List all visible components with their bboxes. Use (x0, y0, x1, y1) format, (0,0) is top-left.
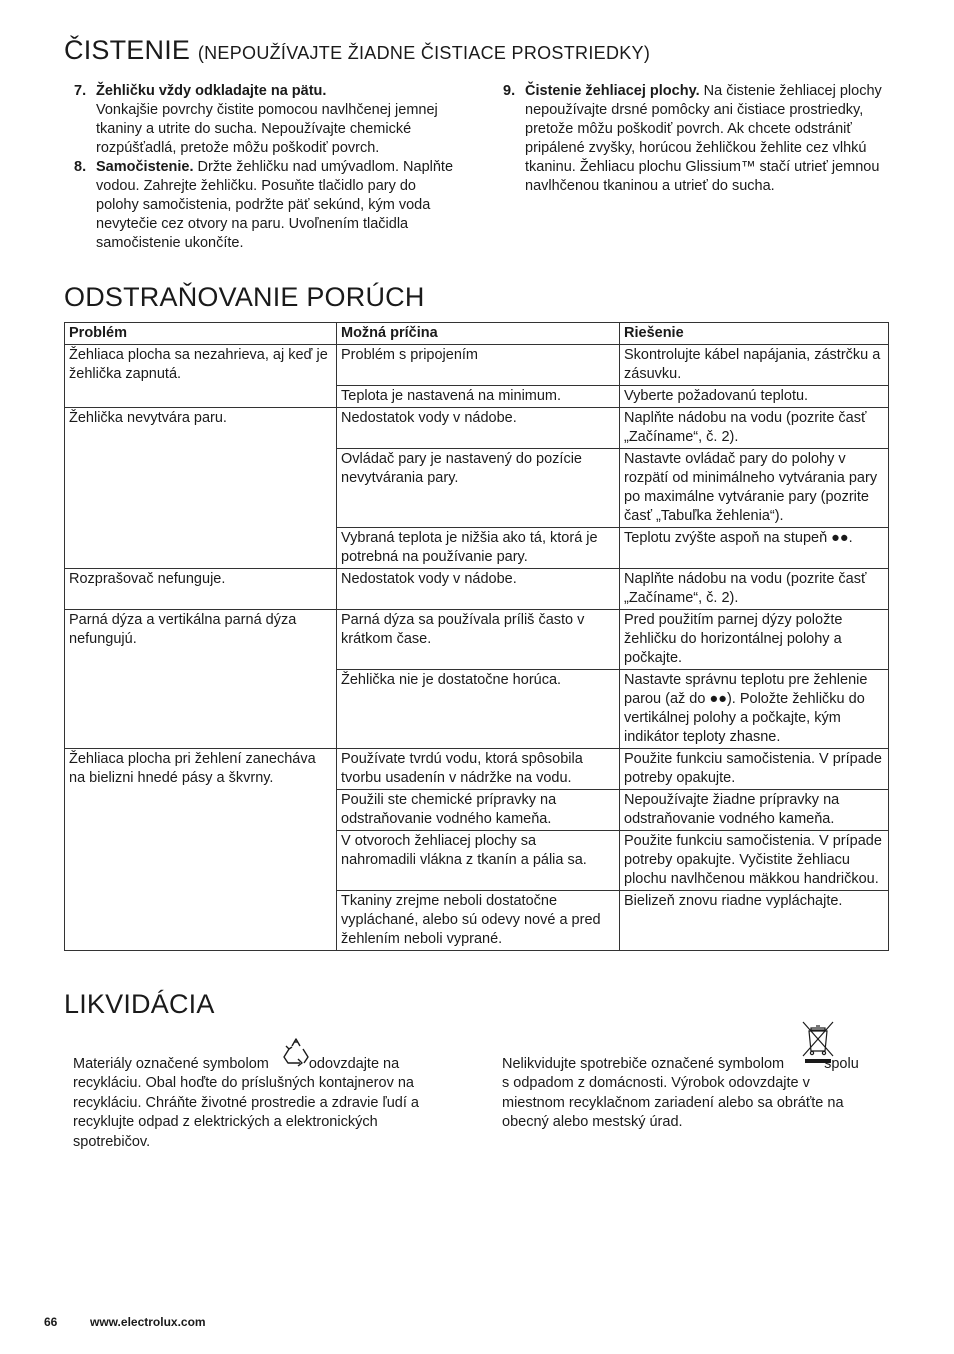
cleaning-subtitle: (NEPOUŽÍVAJTE ŽIADNE ČISTIACE PROSTRIEDKY) (197, 43, 651, 63)
list-item (493, 82, 885, 196)
step-number: 9. (503, 83, 516, 99)
cause-cell: Ovládač pary je nastavený do pozície nevytvárania pary. (337, 449, 620, 528)
header-solution: Riešenie (620, 323, 889, 345)
header-problem: Problém (65, 323, 337, 345)
problem-cell: Žehliaca plocha sa nezahrieva, aj keď je žehlička zapnutá. (65, 345, 337, 408)
weee-text-start: Nelikvidujte spotrebiče označené symbolom (502, 1056, 785, 1072)
cause-cell: Nedostatok vody v nádobe. (337, 569, 620, 610)
cleaning-steps-left (64, 82, 456, 253)
cause-cell: Teplota je nastavená na minimum. (337, 386, 620, 408)
list-item (64, 82, 456, 158)
disposal-title: LIKVIDÁCIA (64, 989, 215, 1019)
troubleshooting-title: ODSTRAŇOVANIE PORÚCH (64, 282, 425, 312)
page-number: 66 (44, 1315, 58, 1329)
recycling-text-end: odovzdajte na recykláciu. Obal hoďte do príslušných kontajnerov na recykláciu. Chráňte životné prostredie a zdravie ľudí a recyklujte odpad z elektrických a elektronických spotrebičov. (73, 1056, 419, 1150)
cause-cell: Nedostatok vody v nádobe. (337, 408, 620, 449)
cleaning-steps-right (493, 82, 885, 196)
table-header-row (65, 323, 889, 345)
solution-cell: Teplotu zvýšte aspoň na stupeň ●●. (620, 528, 889, 569)
solution-cell: Naplňte nádobu na vodu (pozrite časť „Začíname“, č. 2). (620, 569, 889, 610)
table-row (65, 749, 889, 790)
footer-url: www.electrolux.com (90, 1315, 206, 1329)
problem-cell: Žehlička nevytvára paru. (65, 408, 337, 569)
table-row (65, 408, 889, 449)
step-heading: Čistenie žehliacej plochy. (525, 83, 700, 99)
recycling-text-start: Materiály označené symbolom (73, 1056, 269, 1072)
step-number: 7. (74, 83, 87, 99)
list-item (64, 158, 456, 253)
disposal-weee-text (502, 1055, 868, 1133)
problem-cell: Rozprašovač nefunguje. (65, 569, 337, 610)
step-heading: Žehličku vždy odkladajte na pätu. (96, 83, 327, 99)
cause-cell: Tkaniny zrejme neboli dostatočne vypláchané, alebo sú odevy nové a pred žehlením neboli vyprané. (337, 891, 620, 951)
cause-cell: Používate tvrdú vodu, ktorá spôsobila tvorbu usadenín v nádržke na vodu. (337, 749, 620, 790)
solution-cell: Vyberte požadovanú teplotu. (620, 386, 889, 408)
step-number: 8. (74, 159, 87, 175)
cause-cell: Žehlička nie je dostatočne horúca. (337, 670, 620, 749)
disposal-recycling-text (73, 1055, 433, 1152)
cleaning-title: ČISTENIE (64, 35, 191, 65)
solution-cell: Bielizeň znovu riadne vypláchajte. (620, 891, 889, 951)
solution-cell: Pred použitím parnej dýzy položte žehličku do horizontálnej polohy a počkajte. (620, 610, 889, 670)
solution-cell: Skontrolujte kábel napájania, zástrčku a zásuvku. (620, 345, 889, 386)
solution-cell: Naplňte nádobu na vodu (pozrite časť „Začíname“, č. 2). (620, 408, 889, 449)
table-row (65, 569, 889, 610)
cause-cell: V otvoroch žehliacej plochy sa nahromadili vlákna z tkanín a pália sa. (337, 831, 620, 891)
step-text: Na čistenie žehliacej plochy nepoužívajte drsné pomôcky ani čistiace prostriedky, pretože môžu poškodiť povrch. Ak chcete odstrániť pripálené zvyšky, horúcou žehličkou žehlite cez vlhkú tkaninu. Žehliacu plochu Glissium™ stačí utrieť jemnou navlhčenou tkaninou a utrieť do sucha. (525, 83, 882, 194)
step-text: Držte žehličku nad umývadlom. Naplňte vodou. Zahrejte žehličku. Posuňte tlačidlo pary do polohy samočistenia, podržte päť sekúnd, kým voda nevytečie cez otvory na paru. Uvoľnením tlačidla samočistenie ukončíte. (96, 159, 454, 251)
problem-cell: Žehliaca plocha pri žehlení zanecháva na bielizni hnedé pásy a škvrny. (65, 749, 337, 951)
cause-cell: Problém s pripojením (337, 345, 620, 386)
troubleshooting-table (64, 322, 889, 951)
solution-cell: Použite funkciu samočistenia. V prípade potreby opakujte. Vyčistite žehliacu plochu navlhčenou mäkkou handričkou. (620, 831, 889, 891)
cause-cell: Parná dýza sa používala príliš často v krátkom čase. (337, 610, 620, 670)
solution-cell: Nepoužívajte žiadne prípravky na odstraňovanie vodného kameňa. (620, 790, 889, 831)
cause-cell: Použili ste chemické prípravky na odstraňovanie vodného kameňa. (337, 790, 620, 831)
header-cause: Možná príčina (337, 323, 620, 345)
step-text: Vonkajšie povrchy čistite pomocou navlhčenej jemnej tkaniny a utrite do sucha. Nepoužívajte chemické rozpúšťadlá, pretože môžu poškodiť povrch. (96, 102, 438, 156)
disposal-heading (64, 988, 924, 1020)
solution-cell: Nastavte ovládač pary do polohy v rozpätí od minimálneho vytvárania pary po maximálne vytváranie pary (pozrite časť „Tabuľka žehlenia“). (620, 449, 889, 528)
troubleshooting-heading (64, 281, 924, 313)
problem-cell: Parná dýza a vertikálna parná dýza nefungujú. (65, 610, 337, 749)
solution-cell: Použite funkciu samočistenia. V prípade potreby opakujte. (620, 749, 889, 790)
table-row (65, 345, 889, 386)
table-row (65, 610, 889, 670)
step-heading: Samočistenie. (96, 159, 194, 175)
cleaning-heading (64, 34, 924, 69)
weee-text-end: spolu s odpadom z domácnosti. Výrobok odovzdajte v miestnom recyklačnom zariadení alebo sa obráťte na obecný alebo mestský úrad. (502, 1056, 859, 1131)
solution-cell: Nastavte správnu teplotu pre žehlenie parou (až do ●●). Položte žehličku do vertikálnej polohy a počkajte, kým indikátor teploty zhasne. (620, 670, 889, 749)
cause-cell: Vybraná teplota je nižšia ako tá, ktorá je potrebná na používanie pary. (337, 528, 620, 569)
